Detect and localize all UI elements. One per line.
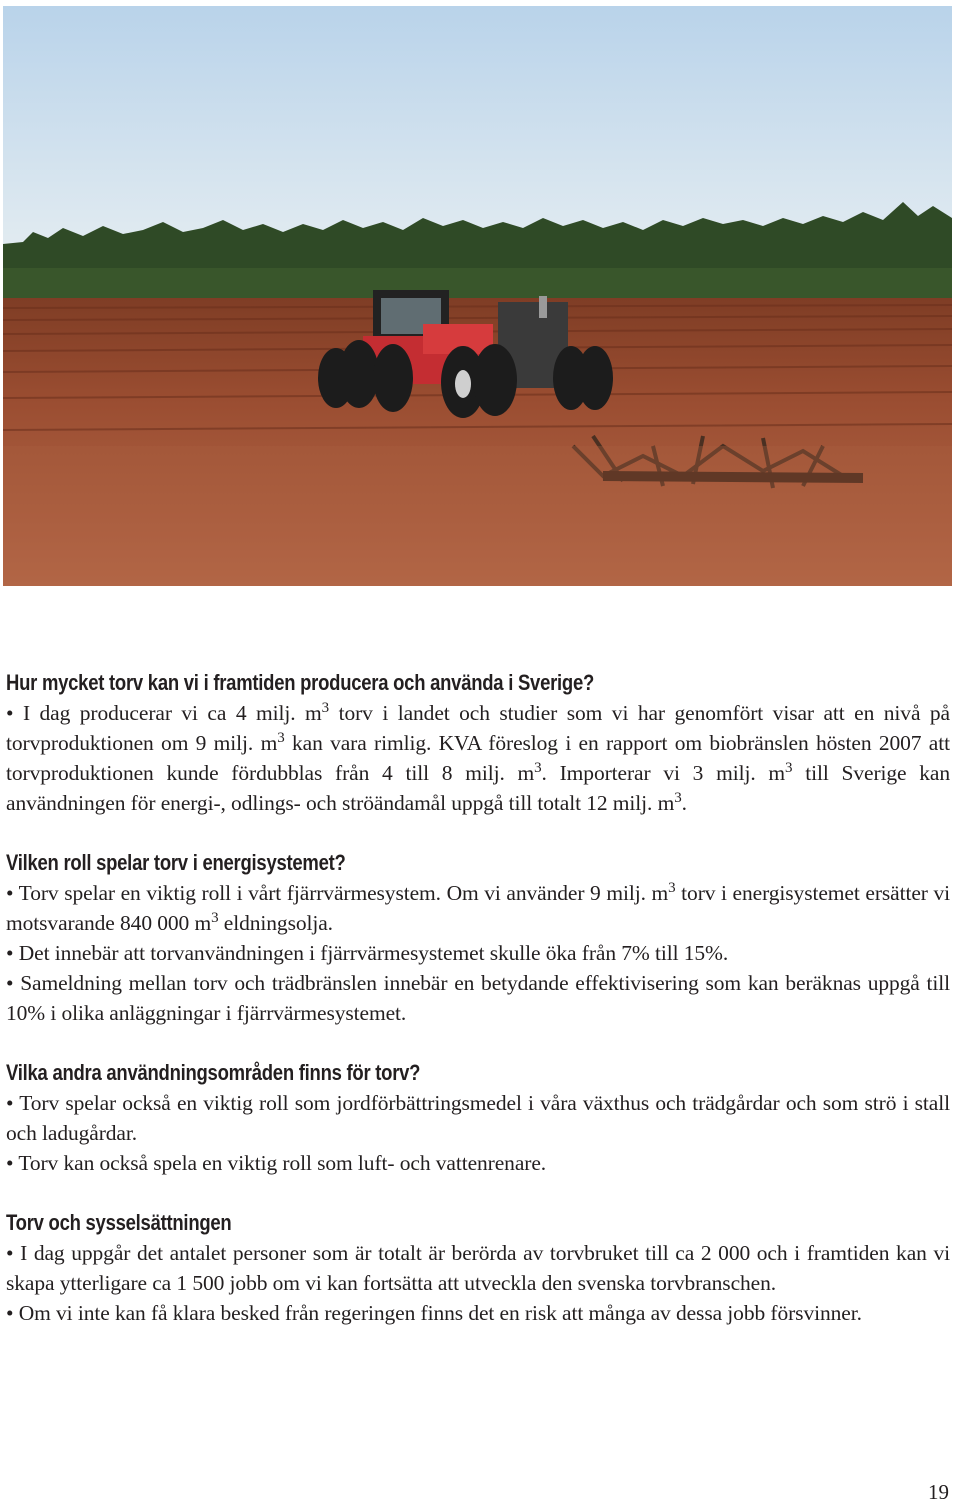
heading-other-uses: Vilka andra användningsområden finns för torv? [6,1060,421,1085]
heading-production: Hur mycket torv kan vi i framtiden producera och använda i Sverige? [6,670,595,695]
paragraph-uses-2: • Torv kan också spela en viktig roll som luft- och vattenrenare. [6,1151,547,1175]
heading-employment: Torv och sysselsättningen [6,1210,232,1235]
heading-energy-system: Vilken roll spelar torv i energisystemet? [6,850,346,875]
paragraph-employment-2: • Om vi inte kan få klara besked från regeringen finns det en risk att många av dessa jobb försvinner. [6,1301,862,1325]
article-body [6,668,950,1328]
paragraph-energy-2: • Det innebär att torvanvändningen i fjärrvärmesystemet skulle öka från 7% till 15%. [6,941,729,965]
paragraph-energy-3: • Sameldning mellan torv och trädbränslen innebär en betydande effektivisering som kan beräknas uppgå till 10% i olika anläggningar i fjärrvärmesystemet. [6,971,950,1025]
paragraph-uses-1: • Torv spelar också en viktig roll som jordförbättringsmedel i våra växthus och trädgårdar och som strö i stall och ladugårdar. [6,1091,950,1145]
paragraph-employment-1: • I dag uppgår det antalet personer som är totalt är berörda av torvbruket till ca 2 000 och i framtiden kan vi skapa ytterligare ca 1 500 jobb om vi kan fortsätta att utveckla den svenska torvbranschen. [6,1241,950,1295]
page-number: 19 [928,1480,949,1504]
sky [3,6,952,256]
paragraph-production: • I dag producerar vi ca 4 milj. $m^3$ torv i landet och studier som vi har genomfört visar att en nivå på torvproduktionen om 9 milj. $m^3$ kan vara rimlig. KVA föreslog i en rapport om biobränslen hösten 2007 att torvproduktionen kunde fördubblas från 4 till 8 milj. $m^3$. Importerar vi 3 milj. $m^3$ till Sverige kan användningen för energi-, odlings- och ströändamål uppgå till totalt 12 milj. $m^3$. [6,700,951,815]
paragraph-energy-1: • Torv spelar en viktig roll i vårt fjärrvärmesystem. Om vi använder 9 milj. $m^3$ torv i energisystemet ersätter vi motsvarande 840 000 $m^3$ eldningsolja. [6,880,950,935]
tractor-on-peat-bog-photo [3,6,952,586]
